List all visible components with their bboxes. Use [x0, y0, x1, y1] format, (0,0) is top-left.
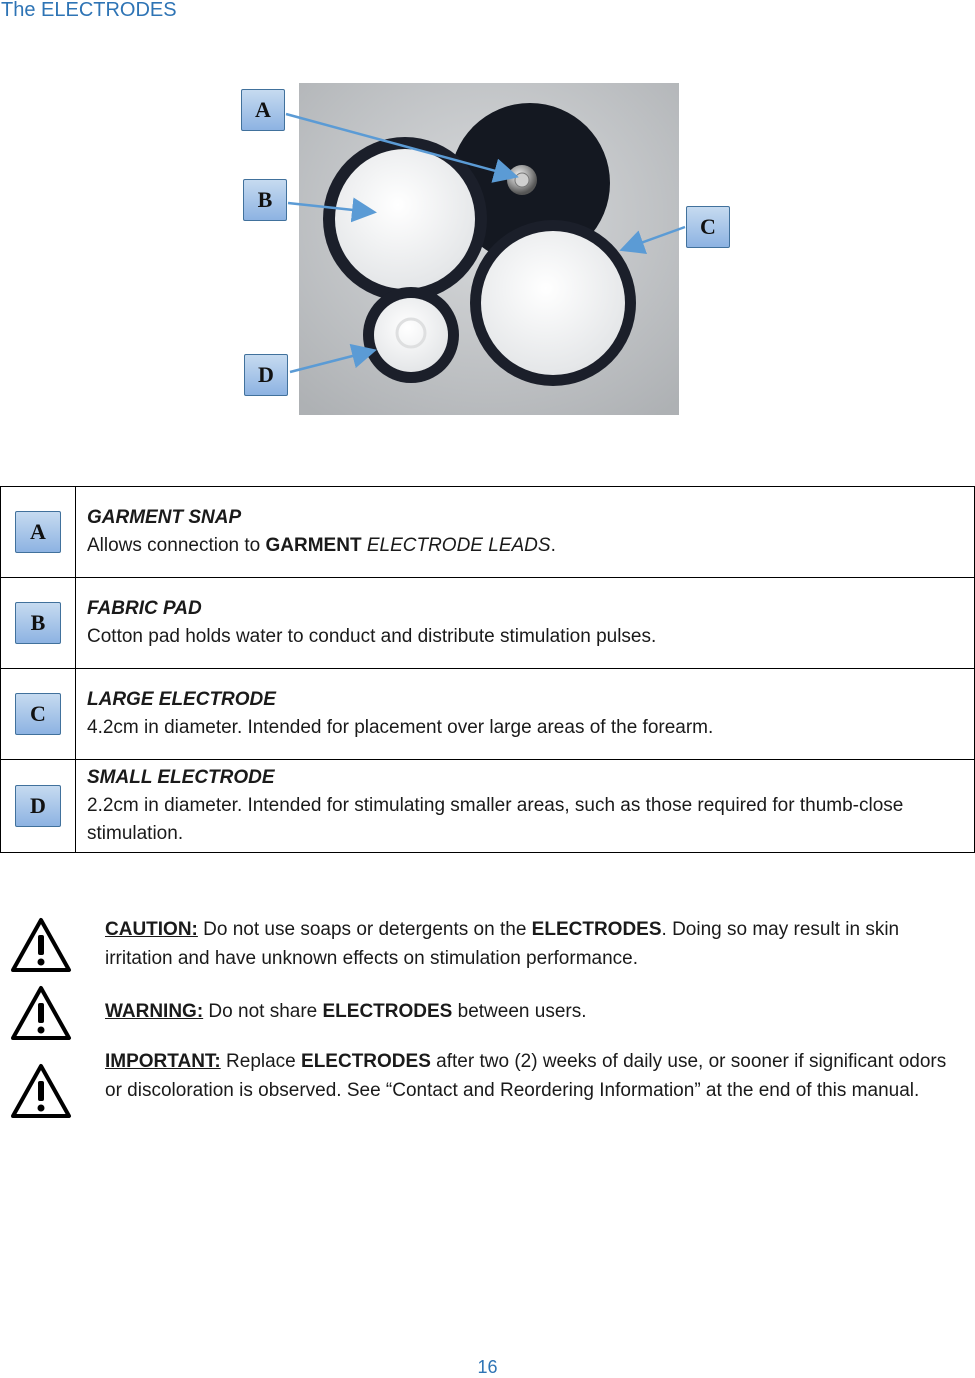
parts-table	[0, 486, 975, 853]
callout-a: A	[241, 89, 285, 131]
caution-text: CAUTION: Do not use soaps or detergents on the ELECTRODES. Doing so may result in skin irritation and have unknown effects on stimulation performance.	[105, 919, 900, 969]
page-title: The ELECTRODES	[1, 0, 177, 21]
part-title: GARMENT SNAP	[87, 507, 242, 528]
table-row	[1, 760, 975, 853]
callout-c: C	[686, 206, 730, 248]
part-text: Cotton pad holds water to conduct and distribute stimulation pulses.	[87, 626, 657, 647]
badge-cell	[1, 578, 76, 669]
warning-triangle-icon	[10, 985, 72, 1041]
electrodes-photo	[299, 83, 679, 415]
part-text: 4.2cm in diameter. Intended for placement over large areas of the forearm.	[87, 717, 714, 738]
table-row	[1, 578, 975, 669]
part-text: 2.2cm in diameter. Intended for stimulating smaller areas, such as those required for thumb-close stimulation.	[87, 795, 904, 844]
badge-cell	[1, 669, 76, 760]
callout-b: B	[243, 179, 287, 221]
part-description	[76, 760, 975, 853]
badge-b: B	[15, 602, 61, 644]
warning-triangle-icon	[10, 1063, 72, 1119]
table-row	[1, 669, 975, 760]
part-description	[76, 487, 975, 578]
warning-text: WARNING: Do not share ELECTRODES between users.	[105, 1001, 587, 1022]
important-text: IMPORTANT: Replace ELECTRODES after two (2) weeks of daily use, or sooner if significant odors or discoloration is observed. See “Contact and Reordering Information” at the end of this manual.	[105, 1051, 947, 1101]
badge-cell	[1, 487, 76, 578]
part-description	[76, 578, 975, 669]
badge-cell	[1, 760, 76, 853]
warning-triangle-icon	[10, 917, 72, 973]
badge-a: A	[15, 511, 61, 553]
part-title: FABRIC PAD	[87, 598, 202, 619]
part-title: SMALL ELECTRODE	[87, 767, 275, 788]
electrode-figure	[0, 70, 975, 430]
part-description	[76, 669, 975, 760]
page-number: 16	[477, 1357, 498, 1377]
part-text: Allows connection to GARMENT ELECTRODE LEADS.	[87, 535, 556, 556]
badge-d: D	[15, 785, 61, 827]
part-title: LARGE ELECTRODE	[87, 689, 276, 710]
badge-c: C	[15, 693, 61, 735]
table-row	[1, 487, 975, 578]
callout-d: D	[244, 354, 288, 396]
